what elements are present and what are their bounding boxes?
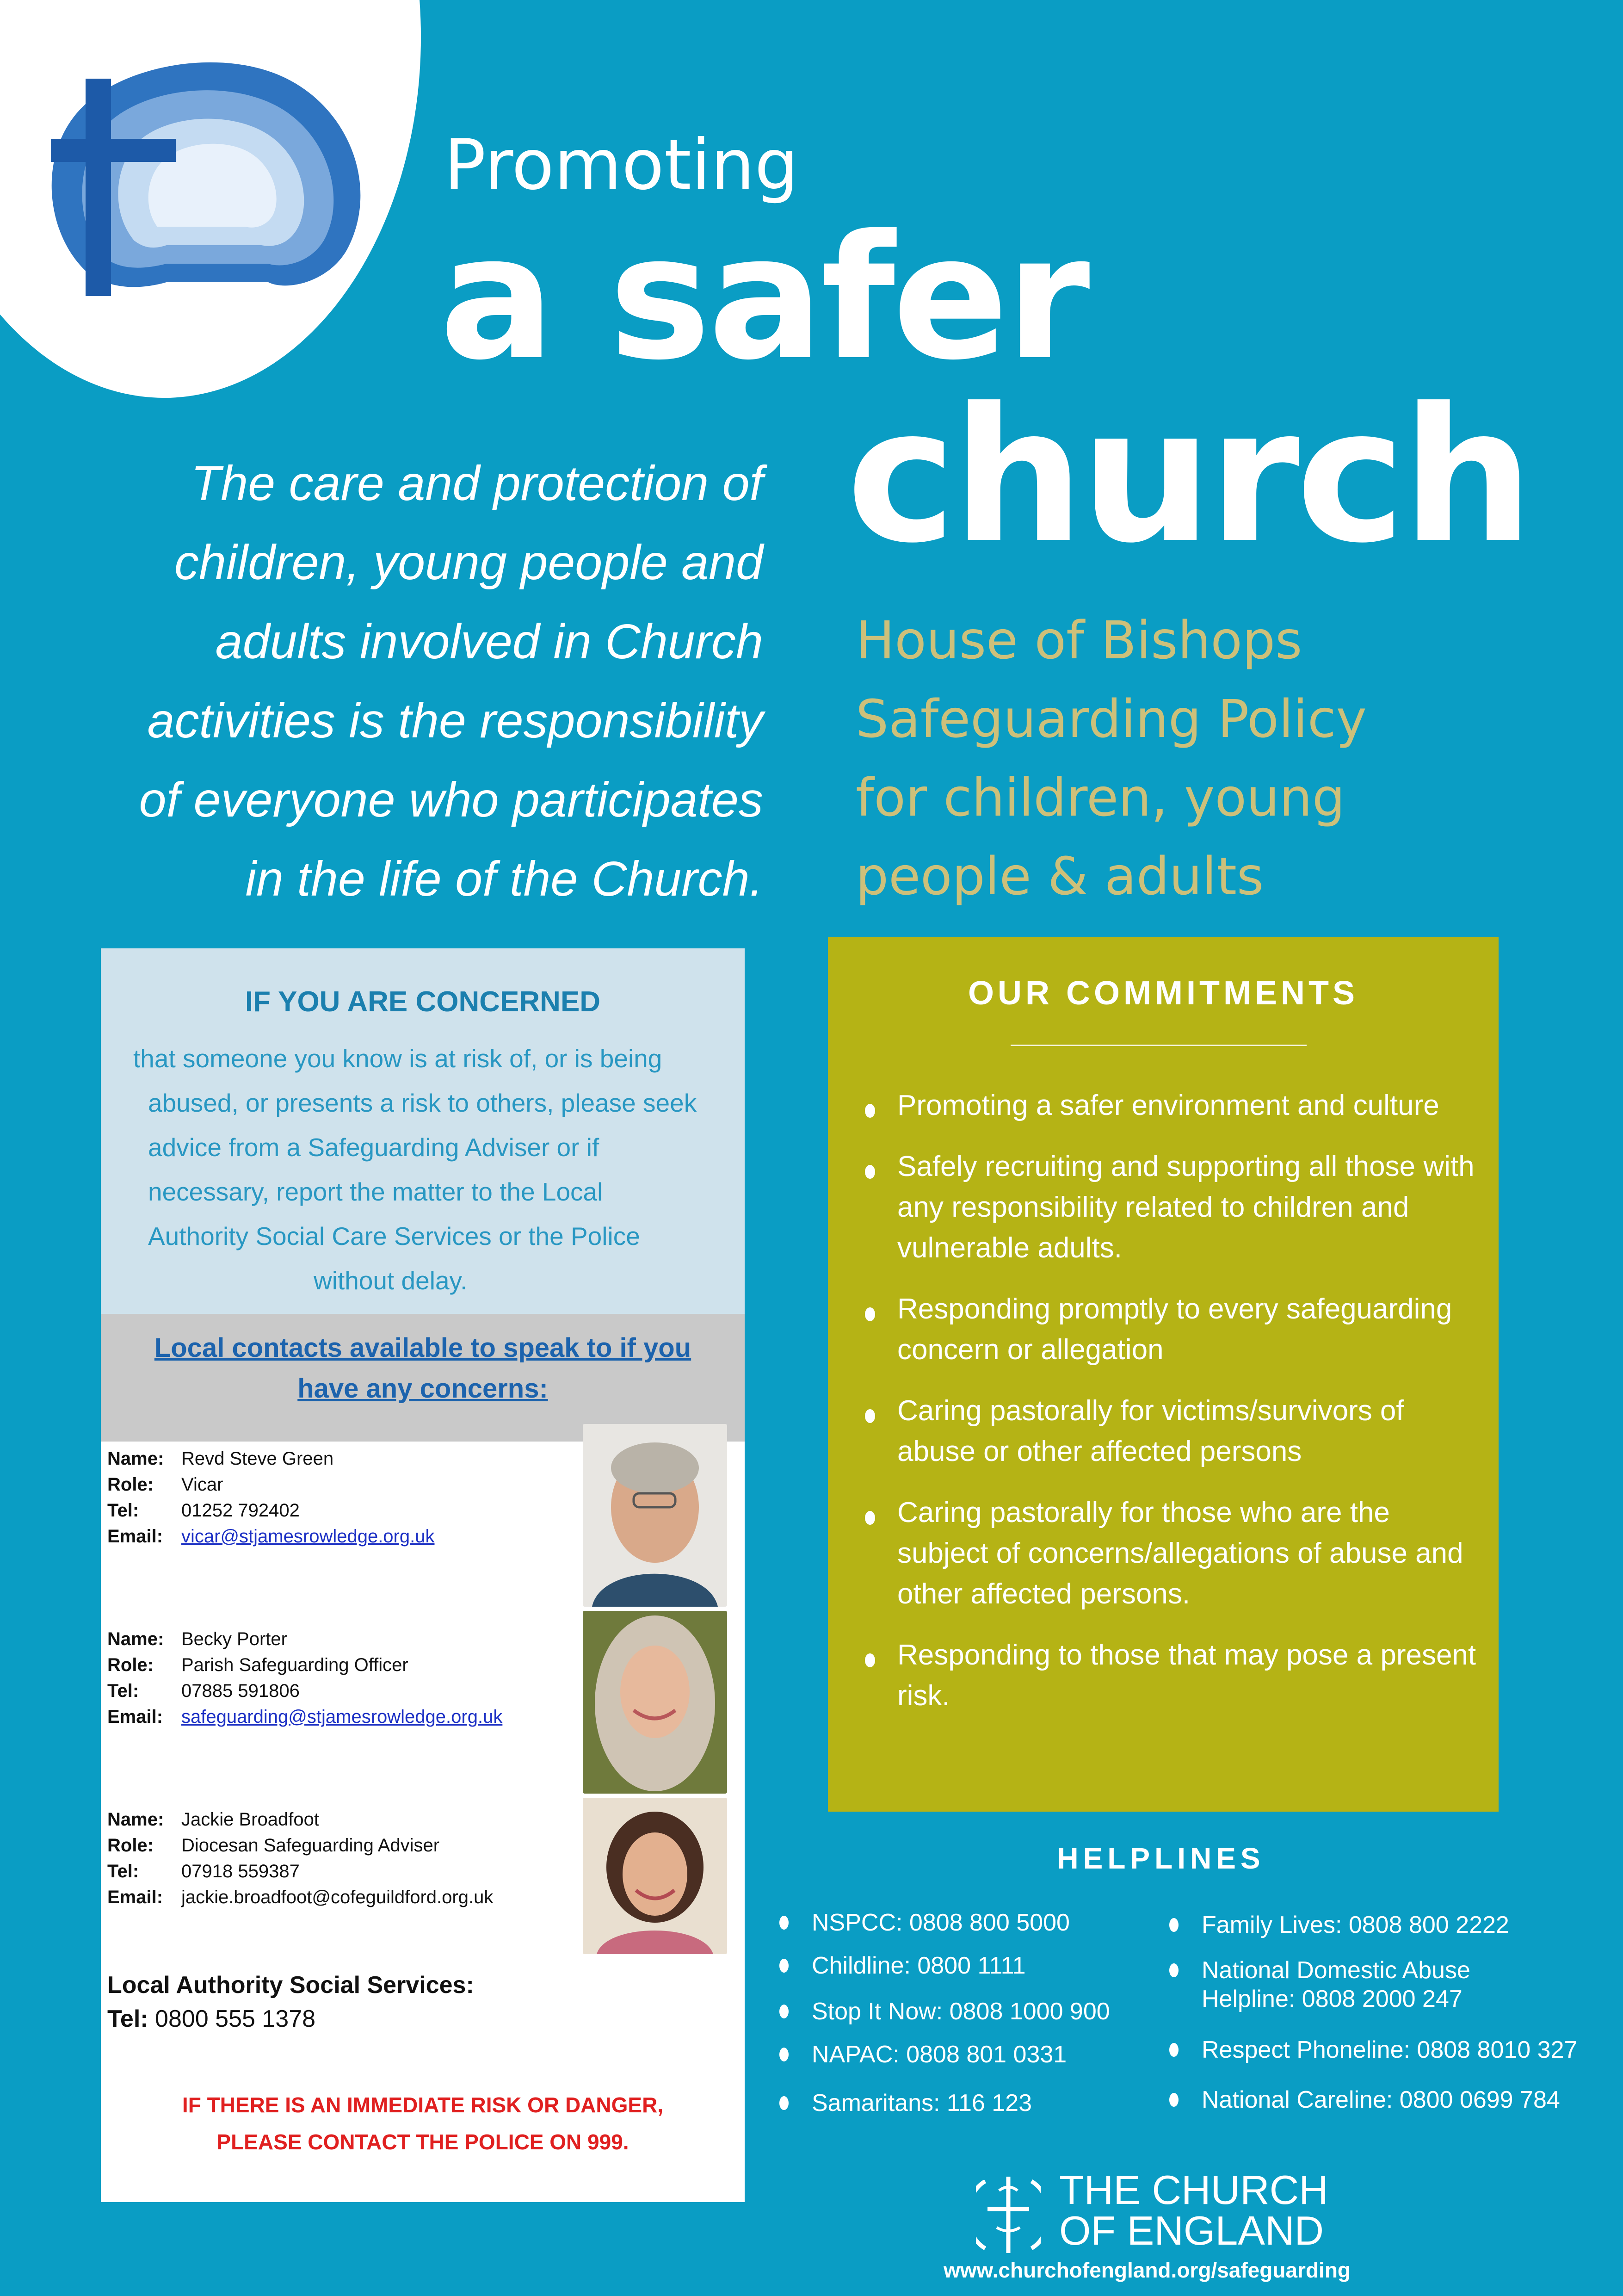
helpline-text: Childline: 0800 1111 [812, 1952, 1026, 1979]
bullet-icon [1169, 1963, 1179, 1977]
commitment-item [865, 1085, 1485, 1126]
contact-photo [583, 1611, 727, 1794]
role-label: Role: [107, 1835, 154, 1856]
contact-email-link[interactable]: vicar@stjamesrowledge.org.uk [181, 1526, 435, 1547]
contact-tel: 01252 792402 [181, 1500, 300, 1521]
local-contacts-heading-line: have any concerns: [297, 1374, 548, 1404]
bullet-icon [779, 1916, 789, 1930]
helpline-text: NSPCC: 0808 800 5000 [812, 1909, 1070, 1936]
helpline-item [1202, 2036, 1577, 2064]
commitments-title: OUR COMMITMENTS [968, 975, 1358, 1012]
bullet-icon [865, 1104, 875, 1118]
bullet-icon [1169, 1918, 1179, 1932]
helpline-item [812, 1908, 1070, 1937]
bullet-icon [865, 1511, 875, 1525]
contact-name: Jackie Broadfoot [181, 1809, 319, 1830]
tel-label: Tel: [107, 1861, 139, 1881]
commitments-panel [828, 937, 1499, 1812]
local-authority-label: Local Authority Social Services: [107, 1972, 474, 1999]
header-promoting: Promoting [444, 125, 799, 205]
org-name-line: THE CHURCH [1059, 2167, 1328, 2213]
concern-title: IF YOU ARE CONCERNED [245, 986, 601, 1018]
contact-role: Diocesan Safeguarding Adviser [181, 1835, 440, 1856]
intro-statement [88, 444, 763, 919]
helpline-item [1202, 1956, 1470, 1985]
helpline-text: National Careline: 0800 0699 784 [1202, 2086, 1560, 2113]
bullet-icon [865, 1307, 875, 1321]
helpline-text: Family Lives: 0808 800 2222 [1202, 1912, 1509, 1938]
contact-tel: 07885 591806 [181, 1681, 300, 1701]
org-name-line: OF ENGLAND [1059, 2208, 1324, 2253]
header-church: church [846, 369, 1530, 584]
email-label: Email: [107, 1707, 163, 1727]
concern-line: Authority Social Care Services or the Police [148, 1222, 640, 1250]
contact-card [107, 1807, 616, 1910]
contact-name: Revd Steve Green [181, 1448, 334, 1469]
local-contacts-heading-line: Local contacts available to speak to if you [154, 1333, 691, 1363]
commitment-text: Safely recruiting and supporting all those with any responsibility related to children and vulnerable adults. [897, 1151, 1475, 1264]
helpline-text: Samaritans: 116 123 [812, 2090, 1032, 2117]
contact-role: Parish Safeguarding Officer [181, 1655, 408, 1675]
helpline-item [1202, 1911, 1509, 1939]
contact-card [107, 1626, 616, 1730]
commitment-text: Responding to those that may pose a present risk. [897, 1639, 1476, 1712]
name-label: Name: [107, 1629, 164, 1649]
email-label: Email: [107, 1526, 163, 1547]
commitment-item [865, 1635, 1485, 1716]
contact-role: Vicar [181, 1474, 223, 1495]
helpline-text: Stop It Now: 0808 1000 900 [812, 1998, 1110, 2025]
local-authority-tel [107, 2002, 315, 2036]
commitment-item [865, 1289, 1485, 1370]
church-of-england-name [1059, 2167, 1328, 2253]
email-label: Email: [107, 1887, 163, 1907]
helpline-text: Helpline: 0808 2000 247 [1202, 1986, 1463, 2012]
commitment-text: Responding promptly to every safeguarding concern or allegation [897, 1293, 1452, 1366]
safeguarding-url-link[interactable]: www.churchofengland.org/safeguarding [944, 2258, 1351, 2282]
commitment-item [865, 1391, 1485, 1472]
concern-text [133, 1036, 734, 1303]
contact-photo [583, 1424, 727, 1607]
concern-line: necessary, report the matter to the Local [148, 1177, 603, 1206]
bullet-icon [865, 1409, 875, 1423]
bullet-icon [779, 2005, 789, 2018]
tel-label: Tel: [107, 1681, 139, 1701]
intro-line: The care and protection of [191, 456, 763, 511]
helplines-title: HELPLINES [1057, 1842, 1265, 1875]
role-label: Role: [107, 1474, 154, 1495]
local-contacts-heading[interactable] [119, 1328, 726, 1409]
bullet-icon [1169, 2093, 1179, 2107]
bullet-icon [865, 1653, 875, 1667]
helpline-item [1202, 2086, 1560, 2114]
contact-tel: 07918 559387 [181, 1861, 300, 1881]
shell-cross-logo [28, 42, 407, 301]
concern-line: abused, or presents a risk to others, please seek [148, 1089, 697, 1117]
commitment-text: Caring pastorally for victims/survivors of abuse or other affected persons [897, 1395, 1404, 1467]
emergency-warning-line: IF THERE IS AN IMMEDIATE RISK OR DANGER, [182, 2093, 664, 2117]
bullet-icon [1169, 2043, 1179, 2057]
helpline-text: NAPAC: 0808 801 0331 [812, 2041, 1067, 2068]
helpline-item [812, 2040, 1067, 2069]
policy-line: for children, young [856, 768, 1345, 828]
policy-line: Safeguarding Policy [856, 689, 1367, 749]
intro-line: activities is the responsibility [147, 693, 763, 748]
helpline-item [812, 2089, 1032, 2117]
header-a-safer: a safer [439, 199, 1087, 398]
commitments-list [865, 1085, 1485, 1737]
policy-title [856, 601, 1577, 916]
commitment-text: Promoting a safer environment and culture [897, 1089, 1439, 1121]
contact-photo [583, 1798, 727, 1954]
concern-line: advice from a Safeguarding Adviser or if [148, 1133, 599, 1162]
contact-card [107, 1446, 616, 1549]
intro-line: children, young people and [174, 535, 763, 590]
helpline-item [812, 1997, 1110, 2026]
church-of-england-logo [976, 2170, 1041, 2258]
intro-line: in the life of the Church. [245, 852, 763, 906]
local-authority-tel-number: 0800 555 1378 [155, 2005, 316, 2032]
helpline-item [812, 1951, 1026, 1980]
commitments-divider [1011, 1045, 1307, 1046]
emergency-warning-line: PLEASE CONTACT THE POLICE ON 999. [216, 2130, 629, 2154]
bullet-icon [779, 2096, 789, 2110]
contact-email-link[interactable]: safeguarding@stjamesrowledge.org.uk [181, 1707, 503, 1727]
commitment-text: Caring pastorally for those who are the subject of concerns/allegations of abuse and other affected persons. [897, 1497, 1463, 1610]
bullet-icon [865, 1165, 875, 1179]
helpline-item-continued [1202, 1985, 1463, 2013]
concern-panel [101, 948, 745, 2202]
commitment-item [865, 1492, 1485, 1615]
bullet-icon [779, 1959, 789, 1973]
name-label: Name: [107, 1448, 164, 1469]
tel-label: Tel: [107, 1500, 139, 1521]
bullet-icon [779, 2048, 789, 2061]
name-label: Name: [107, 1809, 164, 1830]
policy-line: people & adults [856, 847, 1264, 907]
helpline-text: National Domestic Abuse [1202, 1957, 1470, 1984]
intro-line: of everyone who participates [139, 773, 763, 827]
helpline-text: Respect Phoneline: 0808 8010 327 [1202, 2036, 1578, 2063]
local-authority-tel-label: Tel: [107, 2005, 148, 2032]
intro-line: adults involved in Church [215, 614, 763, 669]
policy-line: House of Bishops [856, 611, 1302, 671]
emergency-warning [101, 2086, 745, 2160]
contact-name: Becky Porter [181, 1629, 287, 1649]
concern-line: without delay. [314, 1266, 468, 1295]
commitment-item [865, 1146, 1485, 1269]
contact-email[interactable]: jackie.broadfoot@cofeguildford.org.uk [181, 1887, 494, 1907]
concern-line: that someone you know is at risk of, or is being [133, 1044, 662, 1073]
role-label: Role: [107, 1655, 154, 1675]
